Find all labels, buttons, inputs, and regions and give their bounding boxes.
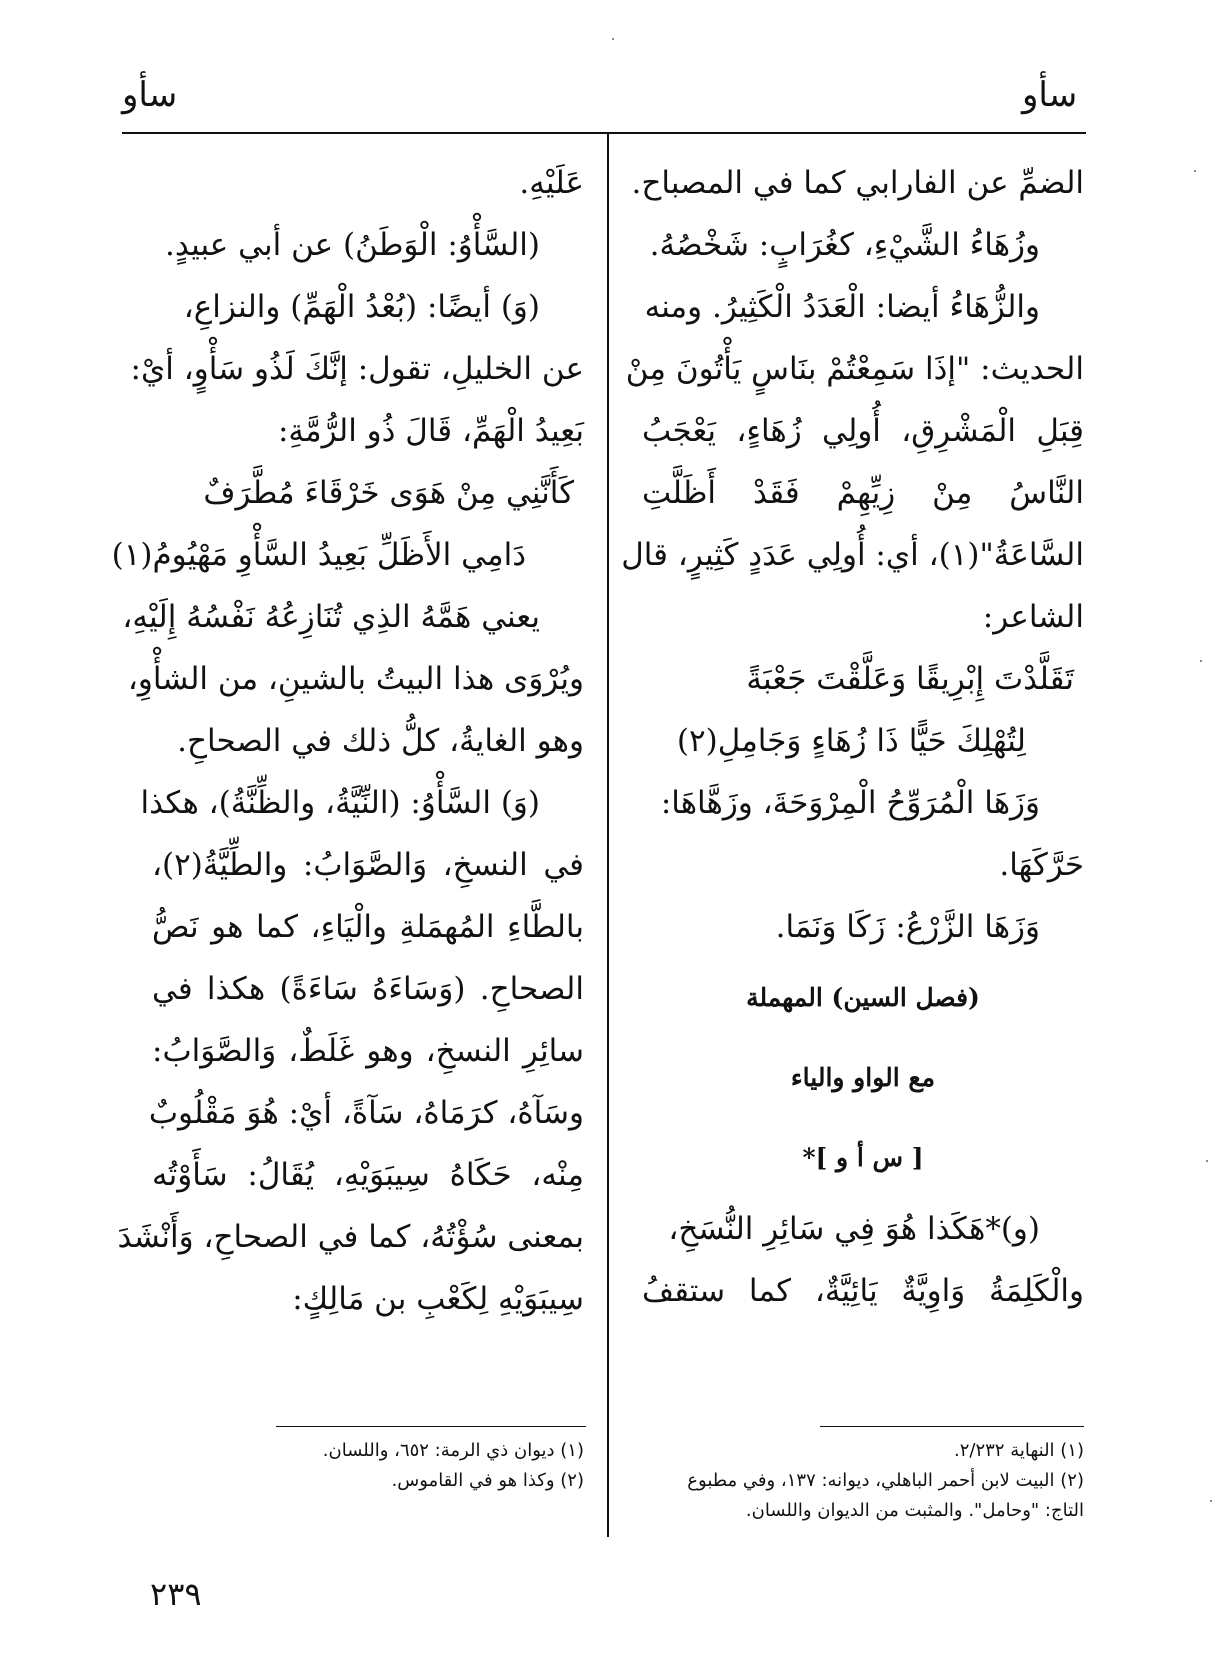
scan-speck	[612, 38, 614, 40]
text-line: بمعنى سُؤْتُهُ، كما في الصحاحِ، وَأَنْشَدَ	[117, 1219, 584, 1255]
running-header-right: سأو	[1022, 75, 1078, 115]
footnote-rule-right	[820, 1426, 1084, 1427]
footnote: (٢) وكذا هو في القاموس.	[391, 1470, 584, 1491]
text-line: عن الخليلِ، تقول: إنَّكَ لَذُو سَأْوٍ، أيْ:	[130, 351, 584, 387]
text-line: (و)*هَكَذا هُوَ فِي سَائِرِ النُّسَخِ،	[668, 1211, 1040, 1247]
text-line: الضمِّ عن الفارابي كما في المصباح.	[631, 165, 1084, 201]
footnote-rule-left	[276, 1426, 586, 1427]
text-line: سائِرِ النسخِ، وهو غَلَطٌ، وَالصَّوَابُ:	[152, 1033, 584, 1069]
text-line: (وَ) السَّأْوُ: (النِّيَّةُ، والظِّنَّةُ)، هكذا	[140, 785, 540, 821]
header-rule	[122, 132, 1086, 134]
text-line: والْكَلِمَةُ وَاوِيَّةٌ يَائِيَّةٌ، كما ستقفُ	[642, 1273, 1084, 1309]
footnotes-right	[642, 1436, 1084, 1526]
footnotes-left	[152, 1436, 584, 1496]
text-line: يعني هَمَّهُ الذِي تُنَازِعُهُ نَفْسُهُ إِلَيْهِ،	[122, 599, 540, 635]
text-line: وَزَهَا الزَّرْعُ: زَكَا وَنَمَا.	[775, 909, 1040, 945]
footnote: (٢) البيت لابن أحمر الباهلي، ديوانه: ١٣٧، وفي مطبوع	[687, 1470, 1084, 1491]
text-line: النَّاسُ مِنْ زِيِّهِمْ فَقَدْ أَظَلَّتِ	[642, 475, 1084, 511]
text-line: وسَآهُ، كرَمَاهُ، سَآةً، أيْ: هُوَ مَقْلُوبٌ	[148, 1095, 584, 1131]
section-title: (فصل السين) المهملة	[746, 983, 980, 1012]
text-line: مِنْه، حَكَاهُ سِيبَوَيْهِ، يُقَالُ: سَأَوْتُه	[152, 1157, 584, 1193]
text-line: حَرَّكَهَا.	[999, 847, 1084, 883]
text-line: سِيبَوَيْهِ لِكَعْبِ بن مَالِكٍ:	[292, 1281, 584, 1317]
text-line: في النسخِ، وَالصَّوَابُ: والطِّيَّةُ(٢)،	[152, 847, 584, 883]
left-column	[111, 152, 584, 1330]
verse-line: تَقَلَّدْتَ إِبْرِيقًا وَعَلَّقْتَ جَعْبَةً	[746, 661, 1074, 697]
text-line: وَزَهَا الْمُرَوِّحُ الْمِرْوَحَةَ، وزَهَّاهَا:	[660, 785, 1040, 821]
section-subtitle: مع الواو والياء	[790, 1063, 936, 1092]
text-line: عَلَيْهِ.	[519, 165, 584, 201]
text-line: بَعِيدُ الْهَمِّ، قَالَ ذُو الرُّمَّةِ:	[277, 413, 584, 449]
text-line: ويُرْوَى هذا البيتُ بالشينِ، من الشأْوِ،	[127, 661, 584, 697]
text-line: الصحاحِ. (وَسَاءَهُ سَاءَةً) هكذا في	[152, 971, 584, 1007]
text-line: وهو الغايةُ، كلُّ ذلك في الصحاحِ.	[177, 723, 584, 759]
text-line: (وَ) أيضًا: (بُعْدُ الْهَمِّ) والنزاعِ،	[183, 289, 540, 325]
text-line: الحديث: "إذَا سَمِعْتُمْ بنَاسٍ يَأْتُونَ مِنْ	[625, 351, 1084, 387]
footnote: التاج: "وحامل". والمثبت من الديوان واللسان.	[745, 1500, 1084, 1521]
column-divider	[607, 132, 609, 1537]
running-header-left: سأو	[122, 75, 178, 115]
verse-line: كَأَنَّنِي مِنْ هَوَى خَرْقَاءَ مُطَّرَفٌ	[203, 475, 574, 511]
right-column	[621, 152, 1084, 1322]
text-line: قِبَلِ الْمَشْرِقِ، أُولِي زُهَاءٍ، يَعْجَبُ	[642, 413, 1084, 449]
scan-speck	[1210, 1500, 1212, 1502]
scan-speck	[1194, 170, 1196, 172]
text-line: السَّاعَةُ"(١)، أي: أُولِي عَدَدٍ كَثِيرٍ، قال	[621, 537, 1084, 573]
scan-speck	[1200, 660, 1202, 662]
text-line: وزُهَاءُ الشَّيْءِ، كغُرَابٍ: شَخْصُهُ.	[649, 227, 1040, 263]
text-line: بالطَّاءِ المُهمَلةِ والْيَاءِ، كما هو نَصُّ	[152, 909, 584, 945]
page-number: ٢٣٩	[150, 1575, 202, 1613]
verse-line: دَامِي الأَظَلِّ بَعِيدُ السَّأْوِ مَهْيُومُ(١)	[111, 537, 526, 573]
scan-speck	[1206, 1160, 1208, 1162]
footnote: (١) النهاية ٢/٢٣٢.	[953, 1440, 1084, 1461]
text-line: والزُّهَاءُ أيضا: الْعَدَدُ الْكَثِيرُ. ومنه	[644, 289, 1040, 325]
entry-headword: [ س أ و ]*	[802, 1143, 924, 1172]
text-line: (السَّأْوُ: الْوَطَنُ) عن أبي عبيدٍ.	[164, 227, 540, 263]
text-line: الشاعر:	[982, 599, 1084, 635]
verse-line: لِتُهْلِكَ حَيًّا ذَا زُهَاءٍ وَجَامِلِ(٢)	[676, 723, 1026, 759]
footnote: (١) ديوان ذي الرمة: ٦٥٢، واللسان.	[322, 1440, 584, 1461]
